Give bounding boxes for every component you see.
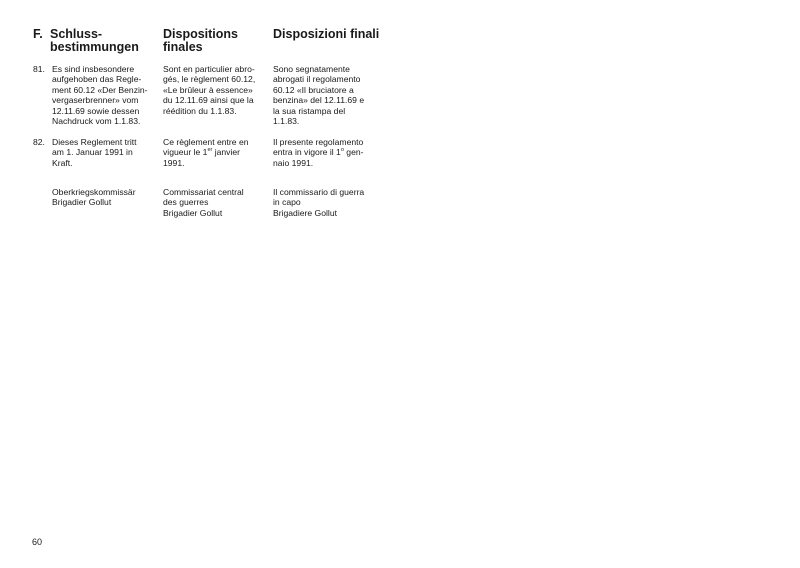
text-line: benzina» del 12.11.69 e xyxy=(273,95,365,106)
signature-it xyxy=(273,187,364,218)
signature-fr xyxy=(163,187,244,218)
text-line: Dieses Reglement tritt xyxy=(52,137,137,147)
text-line: naio 1991. xyxy=(273,157,314,168)
paragraph-82-number: 82. xyxy=(33,137,45,147)
heading-de xyxy=(33,28,153,54)
text-line: aufgehoben das Regle- xyxy=(52,74,142,85)
signature-de xyxy=(52,187,136,208)
text-line: in capo xyxy=(273,197,301,208)
text-line: abrogati il regolamento xyxy=(273,74,361,85)
text-line: Brigadier Gollut xyxy=(163,207,223,218)
text-line: des guerres xyxy=(163,197,209,208)
text-line: «Le brûleur à essence» xyxy=(163,84,253,95)
text-line: Sont en particulier abro- xyxy=(163,64,255,74)
text-line: Commissariat central xyxy=(163,187,244,197)
text-line: la sua ristampa del xyxy=(273,105,346,116)
text-line: réédition du 1.1.83. xyxy=(163,105,237,116)
heading-it-line-1: Disposizioni finali xyxy=(273,27,380,41)
text-line: 1.1.83. xyxy=(273,116,300,127)
text-line: am 1. Januar 1991 in xyxy=(52,147,133,158)
text-line: Il commissario di guerra xyxy=(273,187,365,197)
text-line xyxy=(163,147,249,157)
text-fragment: janvier xyxy=(212,147,241,158)
text-line: 60.12 «Il bruciatore a xyxy=(273,84,354,95)
paragraph-82-de xyxy=(52,137,137,168)
text-line: vergaserbrenner» vom xyxy=(52,95,139,106)
superscript: o xyxy=(340,147,344,154)
text-line: gés, le règlement 60.12, xyxy=(163,74,256,85)
paragraph-81-de xyxy=(52,64,148,126)
text-line: Kraft. xyxy=(52,157,73,168)
text-line: Il presente regolamento xyxy=(273,137,364,147)
heading-fr-line-2: finales xyxy=(163,40,203,54)
paragraph-82-fr xyxy=(163,137,249,168)
text-line: Oberkriegskommissär xyxy=(52,187,136,197)
text-line: Ce règlement entre en xyxy=(163,137,249,147)
heading-it xyxy=(273,28,393,41)
text-line: Brigadiere Gollut xyxy=(273,207,338,218)
page-number: 60 xyxy=(32,537,43,547)
text-line: 1991. xyxy=(163,157,185,168)
section-letter: F. xyxy=(33,27,43,41)
paragraph-82-it xyxy=(273,137,364,168)
text-fragment: vigueur le 1 xyxy=(163,147,208,158)
text-line: ment 60.12 «Der Benzin- xyxy=(52,84,148,95)
text-line: Brigadier Gollut xyxy=(52,197,112,208)
heading-de-line-1: Schluss- xyxy=(50,27,103,41)
text-line xyxy=(273,147,364,157)
heading-de-line-2: bestimmungen xyxy=(50,40,139,54)
text-fragment: gen- xyxy=(343,147,364,158)
heading-fr xyxy=(163,28,263,54)
heading-fr-line-1: Dispositions xyxy=(163,27,239,41)
text-line: du 12.11.69 ainsi que la xyxy=(163,95,254,106)
paragraph-81-it xyxy=(273,64,364,126)
text-line: Sono segnatamente xyxy=(273,64,350,74)
paragraph-81-number: 81. xyxy=(33,64,45,74)
text-fragment: entra in vigore il 1 xyxy=(273,147,341,158)
text-line: 12.11.69 sowie dessen xyxy=(52,105,140,116)
text-line: Nachdruck vom 1.1.83. xyxy=(52,116,141,127)
text-line: Es sind insbesondere xyxy=(52,64,135,74)
paragraph-81-fr xyxy=(163,64,255,116)
superscript: er xyxy=(207,147,213,154)
